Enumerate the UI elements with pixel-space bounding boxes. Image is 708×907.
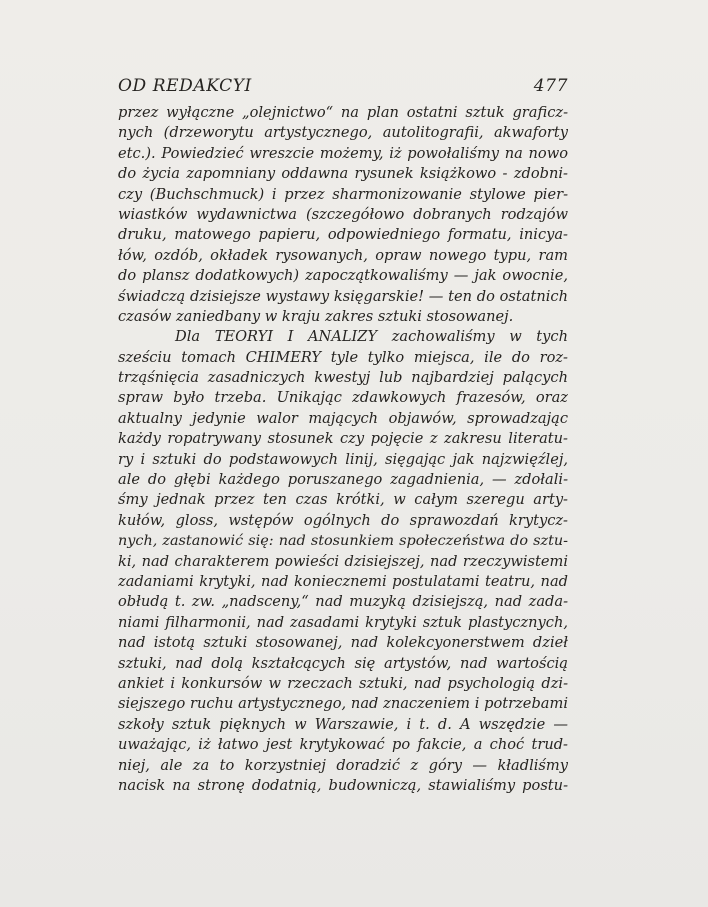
text-line: łów, ozdób, okładek rysowanych, opraw nowego typu, ram (118, 246, 568, 264)
paragraph-last-line: czasów zaniedbany w kraju zakres sztuki stosowanej. (118, 307, 514, 325)
text-line: każdy ropatrywany stosunek czy pojęcie z zakresu literatu- (118, 430, 568, 448)
text-line: do życia zapomniany oddawna rysunek książkowo - zdobni- (118, 165, 568, 183)
text-line: nacisk na stronę dodatnią, budowniczą, stawialiśmy postu- (118, 776, 568, 794)
text-line: szkoły sztuk pięknych w Warszawie, i t. d. A wszędzie — (118, 715, 568, 733)
text-line: sześciu tomach CHIMERY tyle tylko miejsca, ile do roz- (118, 348, 568, 366)
text-line: ry i sztuki do podstawowych linij, sięgając jak najzwięźlej, (118, 450, 568, 468)
text-line: obłudą t. zw. „nadsceny,“ nad muzyką dzisiejszą, nad zada- (118, 593, 568, 611)
text-line: kułów, gloss, wstępów ogólnych do sprawozdań krytycz- (118, 511, 568, 529)
text-line: niami filharmonii, nad zasadami krytyki sztuk plastycznych, (118, 613, 568, 631)
text-line: świadczą dzisiejsze wystawy księgarskie! — ten do ostatnich (118, 287, 568, 305)
text-line: śmy jednak przez ten czas krótki, w całym szeregu arty- (118, 491, 568, 509)
text-line: wiastków wydawnictwa (szczegółowo dobranych rodzajów (118, 205, 568, 223)
running-header (118, 76, 568, 98)
text-line: niej, ale za to korzystniej doradzić z góry — kładliśmy (118, 756, 568, 774)
text-line: zadaniami krytyki, nad koniecznemi postulatami teatru, nad (118, 572, 568, 590)
paragraph-first-line: Dla TEORYI I ANALIZY zachowaliśmy w tych (175, 328, 568, 346)
text-line: nad istotą sztuki stosowanej, nad kolekcyonerstwem dzieł (118, 634, 568, 652)
text-line: nych (drzeworytu artystycznego, autolitografii, akwaforty (118, 124, 568, 142)
body-text (118, 103, 568, 796)
text-line: do plansz dodatkowych) zapoczątkowaliśmy — jak owocnie, (118, 267, 568, 285)
text-line: trząśnięcia zasadniczych kwestyj lub najbardziej palących (118, 369, 568, 387)
text-line: spraw było trzeba. Unikając zdawkowych frazesów, oraz (118, 389, 568, 407)
text-line: siejszego ruchu artystycznego, nad znaczeniem i potrzebami (118, 695, 568, 713)
running-title: OD REDAKCYI (118, 76, 252, 96)
text-line: nych, zastanowić się: nad stosunkiem społeczeństwa do sztu- (118, 533, 568, 550)
page-number: 477 (533, 76, 568, 96)
text-line: ki, nad charakterem powieści dzisiejszej, nad rzeczywistemi (118, 552, 568, 570)
text-line: przez wyłączne „olejnictwo“ na plan ostatni sztuk graficz- (118, 104, 568, 121)
text-line: sztuki, nad dolą kształcących się artystów, nad wartością (118, 654, 568, 672)
text-line: druku, matowego papieru, odpowiedniego formatu, inicya- (118, 226, 568, 244)
text-line: ale do głębi każdego poruszanego zagadnienia, — zdołali- (118, 471, 568, 489)
text-line: czy (Buchschmuck) i przez sharmonizowanie stylowe pier- (118, 185, 568, 203)
text-line: etc.). Powiedzieć wreszcie możemy, iż powołaliśmy na nowo (118, 144, 568, 162)
text-line: uważając, iż łatwo jest krytykować po fakcie, a choć trud- (118, 736, 568, 754)
text-line: aktualny jedynie walor mających objawów, sprowadzając (118, 409, 568, 427)
text-line: ankiet i konkursów w rzeczach sztuki, nad psychologią dzi- (118, 674, 568, 692)
